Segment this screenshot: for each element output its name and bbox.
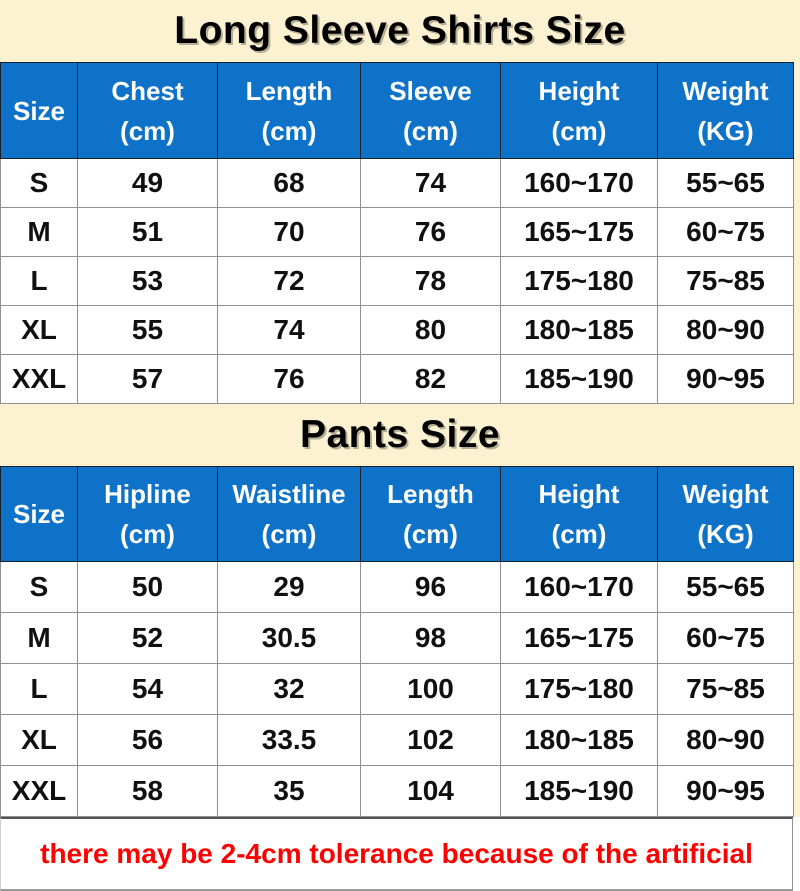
table-row <box>1 355 794 404</box>
value-cell: 51 <box>78 208 218 257</box>
header-label: Size <box>12 499 66 529</box>
value-cell: 55 <box>78 306 218 355</box>
column-header-weight <box>658 467 794 562</box>
value-cell: 57 <box>78 355 218 404</box>
size-cell: XXL <box>1 355 78 404</box>
pants-title-bar <box>0 404 800 466</box>
value-cell: 55~65 <box>658 562 794 613</box>
shirts-section <box>0 0 800 404</box>
value-cell: 76 <box>218 355 361 404</box>
size-cell: L <box>1 257 78 306</box>
header-label: Sleeve <box>389 75 472 106</box>
value-cell: 102 <box>361 715 501 766</box>
value-cell: 35 <box>218 766 361 817</box>
header-unit: (cm) <box>403 519 458 549</box>
header-label: Length <box>387 479 474 509</box>
header-row <box>1 467 794 562</box>
header-label: Height <box>538 75 620 106</box>
pants-title: Pants Size <box>299 413 501 456</box>
shirts-title-bar <box>0 0 800 62</box>
value-cell: 55~65 <box>658 159 794 208</box>
value-cell: 165~175 <box>501 613 658 664</box>
tolerance-note-text: there may be 2-4cm tolerance because of the artificial <box>40 838 753 869</box>
header-label: Height <box>538 479 620 509</box>
value-cell: 74 <box>218 306 361 355</box>
value-cell: 104 <box>361 766 501 817</box>
value-cell: 68 <box>218 159 361 208</box>
value-cell: 80~90 <box>658 306 794 355</box>
value-cell: 185~190 <box>501 766 658 817</box>
header-label: Weight <box>682 75 769 106</box>
pants-table-header <box>1 467 794 562</box>
value-cell: 80 <box>361 306 501 355</box>
column-header-length <box>361 467 501 562</box>
header-unit: (cm) <box>261 519 317 549</box>
value-cell: 160~170 <box>501 159 658 208</box>
table-row <box>1 257 794 306</box>
shirts-title: Long Sleeve Shirts Size <box>174 9 626 52</box>
value-cell: 165~175 <box>501 208 658 257</box>
tolerance-note <box>0 817 793 891</box>
value-cell: 75~85 <box>658 664 794 715</box>
header-unit: (KG) <box>697 115 754 146</box>
shirts-table-header <box>1 63 794 159</box>
value-cell: 78 <box>361 257 501 306</box>
table-row <box>1 613 794 664</box>
table-row <box>1 562 794 613</box>
value-cell: 70 <box>218 208 361 257</box>
header-label: Weight <box>682 479 769 509</box>
value-cell: 98 <box>361 613 501 664</box>
value-cell: 96 <box>361 562 501 613</box>
table-row <box>1 715 794 766</box>
column-header-weight <box>658 63 794 159</box>
value-cell: 54 <box>78 664 218 715</box>
value-cell: 180~185 <box>501 306 658 355</box>
value-cell: 30.5 <box>218 613 361 664</box>
header-label: Hipline <box>104 479 191 509</box>
size-cell: M <box>1 613 78 664</box>
value-cell: 75~85 <box>658 257 794 306</box>
pants-size-table <box>0 466 794 817</box>
header-unit: (cm) <box>551 115 607 146</box>
value-cell: 90~95 <box>658 355 794 404</box>
value-cell: 49 <box>78 159 218 208</box>
column-header-height <box>501 63 658 159</box>
column-header-size <box>1 63 78 159</box>
size-cell: S <box>1 159 78 208</box>
value-cell: 33.5 <box>218 715 361 766</box>
value-cell: 72 <box>218 257 361 306</box>
value-cell: 160~170 <box>501 562 658 613</box>
value-cell: 60~75 <box>658 208 794 257</box>
header-unit: (cm) <box>120 519 175 549</box>
value-cell: 58 <box>78 766 218 817</box>
value-cell: 90~95 <box>658 766 794 817</box>
table-row <box>1 306 794 355</box>
value-cell: 53 <box>78 257 218 306</box>
size-cell: XL <box>1 715 78 766</box>
column-header-chest <box>78 63 218 159</box>
value-cell: 32 <box>218 664 361 715</box>
header-label: Length <box>245 75 333 106</box>
header-label: Waistline <box>232 479 346 509</box>
value-cell: 56 <box>78 715 218 766</box>
shirts-table-body <box>1 159 794 404</box>
value-cell: 60~75 <box>658 613 794 664</box>
value-cell: 50 <box>78 562 218 613</box>
header-unit: (KG) <box>697 519 754 549</box>
value-cell: 175~180 <box>501 664 658 715</box>
table-row <box>1 766 794 817</box>
value-cell: 82 <box>361 355 501 404</box>
value-cell: 52 <box>78 613 218 664</box>
column-header-sleeve <box>361 63 501 159</box>
value-cell: 175~180 <box>501 257 658 306</box>
value-cell: 100 <box>361 664 501 715</box>
table-row <box>1 664 794 715</box>
column-header-waistline <box>218 467 361 562</box>
size-cell: XL <box>1 306 78 355</box>
header-label: Chest <box>111 75 184 106</box>
header-row <box>1 63 794 159</box>
column-header-hipline <box>78 467 218 562</box>
value-cell: 29 <box>218 562 361 613</box>
value-cell: 74 <box>361 159 501 208</box>
header-unit: (cm) <box>403 115 458 146</box>
shirts-size-table <box>0 62 794 404</box>
value-cell: 185~190 <box>501 355 658 404</box>
size-cell: XXL <box>1 766 78 817</box>
column-header-height <box>501 467 658 562</box>
column-header-length <box>218 63 361 159</box>
size-cell: L <box>1 664 78 715</box>
header-unit: (cm) <box>261 115 317 146</box>
pants-table-body <box>1 562 794 817</box>
value-cell: 80~90 <box>658 715 794 766</box>
size-cell: M <box>1 208 78 257</box>
table-row <box>1 159 794 208</box>
value-cell: 180~185 <box>501 715 658 766</box>
header-unit: (cm) <box>551 519 607 549</box>
value-cell: 76 <box>361 208 501 257</box>
size-cell: S <box>1 562 78 613</box>
pants-section <box>0 404 800 817</box>
header-unit: (cm) <box>120 115 175 146</box>
column-header-size <box>1 467 78 562</box>
header-label: Size <box>12 95 66 126</box>
table-row <box>1 208 794 257</box>
